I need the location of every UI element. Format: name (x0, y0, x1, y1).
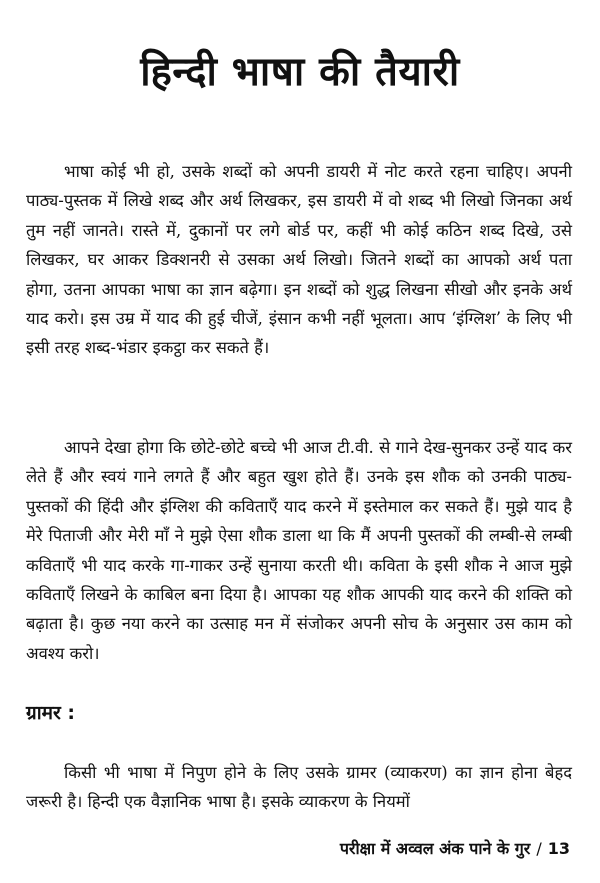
paragraph-block (26, 157, 572, 363)
section-heading: ग्रामर : (26, 702, 75, 724)
page-footer (340, 836, 570, 862)
page-title: हिन्दी भाषा की तैयारी (140, 49, 460, 95)
paragraph-block (26, 758, 572, 817)
footer-book-title: परीक्षा में अव्वल अंक पाने के गुर (339, 839, 531, 858)
footer-separator: / (536, 839, 542, 858)
paragraph: भाषा कोई भी हो, उसके शब्दों को अपनी डायरी में नोट करते रहना चाहिए। अपनी पाठ्य-पुस्तक में लिखे शब्द और अर्थ लिखकर, इस डायरी में वो शब्द भी लिखो जिनका अर्थ तुम नहीं जानते। रास्ते में, दुकानों पर लगे बोर्ड पर, कहीं भी कोई कठिन शब्द दिखे, उसे लिखकर, घर आकर डिक्शनरी से उसका अर्थ लिखो। जितने शब्दों का आपको अर्थ पता होगा, उतना आपका भाषा का ज्ञान बढ़ेगा। इन शब्दों को शुद्ध लिखना सीखो और इनके अर्थ याद करो। इस उम्र में याद की हुई चीजें, इंसान कभी नहीं भूलता। आप ‘इंग्लिश’ के लिए भी इसी तरह शब्द-भंडार इकट्ठा कर सकते हैं। (26, 162, 572, 358)
section-paragraph: किसी भी भाषा में निपुण होने के लिए उसके ग्रामर (व्याकरण) का ज्ञान होना बेहद जरूरी है। हिन्दी एक वैज्ञानिक भाषा है। इसके व्याकरण के नियमों (26, 763, 572, 812)
paragraph-block (26, 433, 572, 668)
page-number: 13 (547, 839, 570, 858)
paragraph: आपने देखा होगा कि छोटे-छोटे बच्चे भी आज टी.वी. से गाने देख-सुनकर उन्हें याद कर लेते हैं और स्वयं गाने लगते हैं और बहुत खुश होते हैं। उनके इस शौक को उनकी पाठ्य-पुस्तकों की हिंदी और इंग्लिश की कविताएँ याद करने में इस्तेमाल कर सकते हैं। मुझे याद है मेरे पिताजी और मेरी माँ ने मुझे ऐसा शौक डाला था कि मैं अपनी पुस्तकों की लम्बी-से लम्बी कविताएँ भी याद करके गा-गाकर उन्हें सुनाया करती थी। कविता के इसी शौक ने आज मुझे कविताएँ लिखने के काबिल बना दिया है। आपका यह शौक आपकी याद करने की शक्ति को बढ़ाता है। कुछ नया करने का उत्साह मन में संजोकर अपनी सोच के अनुसार उस काम को अवश्य करो। (26, 438, 572, 663)
